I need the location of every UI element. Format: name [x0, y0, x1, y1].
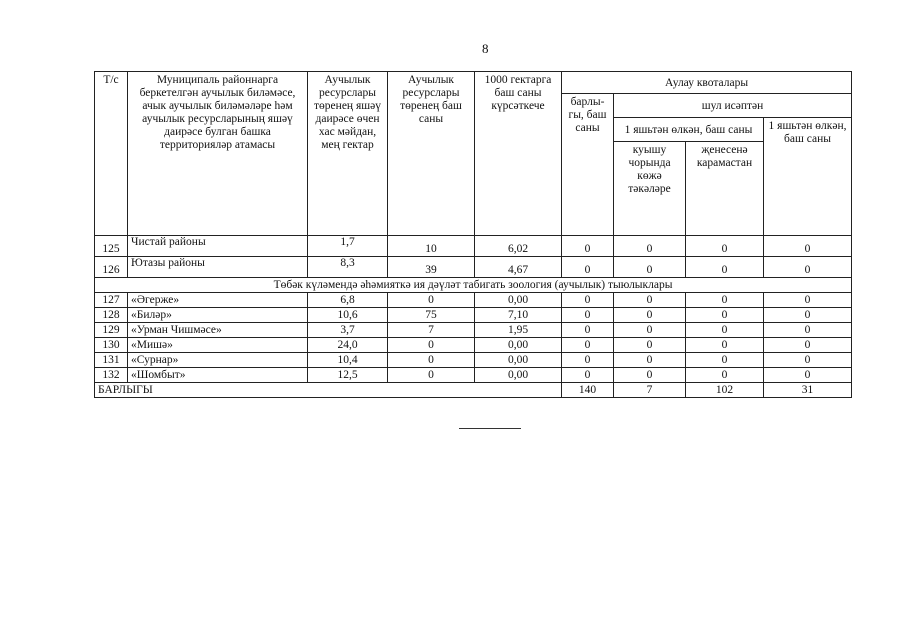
row-regardless: 0	[686, 257, 764, 278]
header-females: куышу чорында көжә тәкәләре	[614, 142, 686, 236]
row-no: 128	[95, 308, 128, 323]
row-no: 126	[95, 257, 128, 278]
page-number: 8	[482, 41, 489, 56]
row-females: 0	[614, 257, 686, 278]
row-density: 4,67	[475, 257, 562, 278]
row-regardless: 0	[686, 368, 764, 383]
row-no: 127	[95, 293, 128, 308]
row-count: 0	[388, 338, 475, 353]
row-density: 0,00	[475, 293, 562, 308]
header-count: Аучылык ресурслары төренең баш саны	[388, 72, 475, 236]
row-total: 0	[562, 323, 614, 338]
row-under-one: 0	[764, 338, 852, 353]
row-count: 10	[388, 236, 475, 257]
row-total: 0	[562, 236, 614, 257]
header-name: Муниципаль районнарга беркетелгән аучылык биләмәсе, ачык аучылык биләмәләре һәм аучылык ресурсларының яшәү даирәсе булган башка территорияләр атамасы	[128, 72, 308, 236]
row-area: 10,6	[308, 308, 388, 323]
row-no: 125	[95, 236, 128, 257]
row-area: 12,5	[308, 368, 388, 383]
row-under-one: 0	[764, 293, 852, 308]
row-females: 0	[614, 323, 686, 338]
row-name: Ютазы районы	[128, 257, 308, 278]
row-females: 0	[614, 236, 686, 257]
header-under-one-year: 1 яшьтән өлкән, баш саны	[764, 118, 852, 236]
row-under-one: 0	[764, 236, 852, 257]
header-quotas: Аулау квоталары	[562, 72, 852, 94]
row-under-one: 0	[764, 257, 852, 278]
row-total: 0	[562, 308, 614, 323]
hunting-quota-table	[94, 71, 852, 398]
row-regardless: 0	[686, 308, 764, 323]
row-density: 1,95	[475, 323, 562, 338]
row-total: 0	[562, 257, 614, 278]
row-density: 6,02	[475, 236, 562, 257]
header-area: Аучылык ресурслары төренең яшәү даирәсе өчен хас мәйдан, мең гектар	[308, 72, 388, 236]
row-name: «Сурнар»	[128, 353, 308, 368]
row-females: 0	[614, 308, 686, 323]
row-regardless: 0	[686, 353, 764, 368]
section-title: Төбәк күләмендә әһәмияткә ия дәүләт табигать зоология (аучылык) тыюлыклары	[95, 278, 852, 293]
row-total: 0	[562, 368, 614, 383]
row-name: «Урман Чишмәсе»	[128, 323, 308, 338]
row-females: 0	[614, 353, 686, 368]
row-no: 130	[95, 338, 128, 353]
row-name: Чистай районы	[128, 236, 308, 257]
row-under-one: 0	[764, 353, 852, 368]
row-count: 39	[388, 257, 475, 278]
row-under-one: 0	[764, 368, 852, 383]
row-regardless: 0	[686, 338, 764, 353]
row-females: 0	[614, 338, 686, 353]
row-females: 0	[614, 293, 686, 308]
row-name: «Әгерже»	[128, 293, 308, 308]
row-under-one: 0	[764, 308, 852, 323]
header-over-one-year: 1 яшьтән өлкән, баш саны	[614, 118, 764, 142]
row-regardless: 0	[686, 323, 764, 338]
row-total: 0	[562, 293, 614, 308]
header-including: шул исәптән	[614, 94, 852, 118]
totals-under-one: 31	[764, 383, 852, 398]
totals-total: 140	[562, 383, 614, 398]
row-count: 0	[388, 368, 475, 383]
row-count: 75	[388, 308, 475, 323]
row-density: 0,00	[475, 353, 562, 368]
row-area: 10,4	[308, 353, 388, 368]
end-divider	[459, 428, 521, 429]
row-area: 1,7	[308, 236, 388, 257]
row-count: 7	[388, 323, 475, 338]
row-no: 131	[95, 353, 128, 368]
row-area: 8,3	[308, 257, 388, 278]
row-under-one: 0	[764, 323, 852, 338]
row-name: «Шомбыт»	[128, 368, 308, 383]
row-area: 3,7	[308, 323, 388, 338]
row-area: 6,8	[308, 293, 388, 308]
header-no: Т/с	[95, 72, 128, 236]
row-regardless: 0	[686, 293, 764, 308]
row-name: «Мишә»	[128, 338, 308, 353]
row-density: 0,00	[475, 338, 562, 353]
row-density: 7,10	[475, 308, 562, 323]
row-total: 0	[562, 338, 614, 353]
totals-label: БАРЛЫГЫ	[95, 383, 562, 398]
row-area: 24,0	[308, 338, 388, 353]
totals-regardless: 102	[686, 383, 764, 398]
row-count: 0	[388, 353, 475, 368]
row-name: «Биләр»	[128, 308, 308, 323]
row-count: 0	[388, 293, 475, 308]
header-density: 1000 гектарга баш саны күрсәткече	[475, 72, 562, 236]
totals-females: 7	[614, 383, 686, 398]
header-regardless-sex: җенесенә карамастан	[686, 142, 764, 236]
header-total: барлы-гы, баш саны	[562, 94, 614, 236]
row-no: 129	[95, 323, 128, 338]
row-total: 0	[562, 353, 614, 368]
row-females: 0	[614, 368, 686, 383]
row-no: 132	[95, 368, 128, 383]
row-regardless: 0	[686, 236, 764, 257]
row-density: 0,00	[475, 368, 562, 383]
